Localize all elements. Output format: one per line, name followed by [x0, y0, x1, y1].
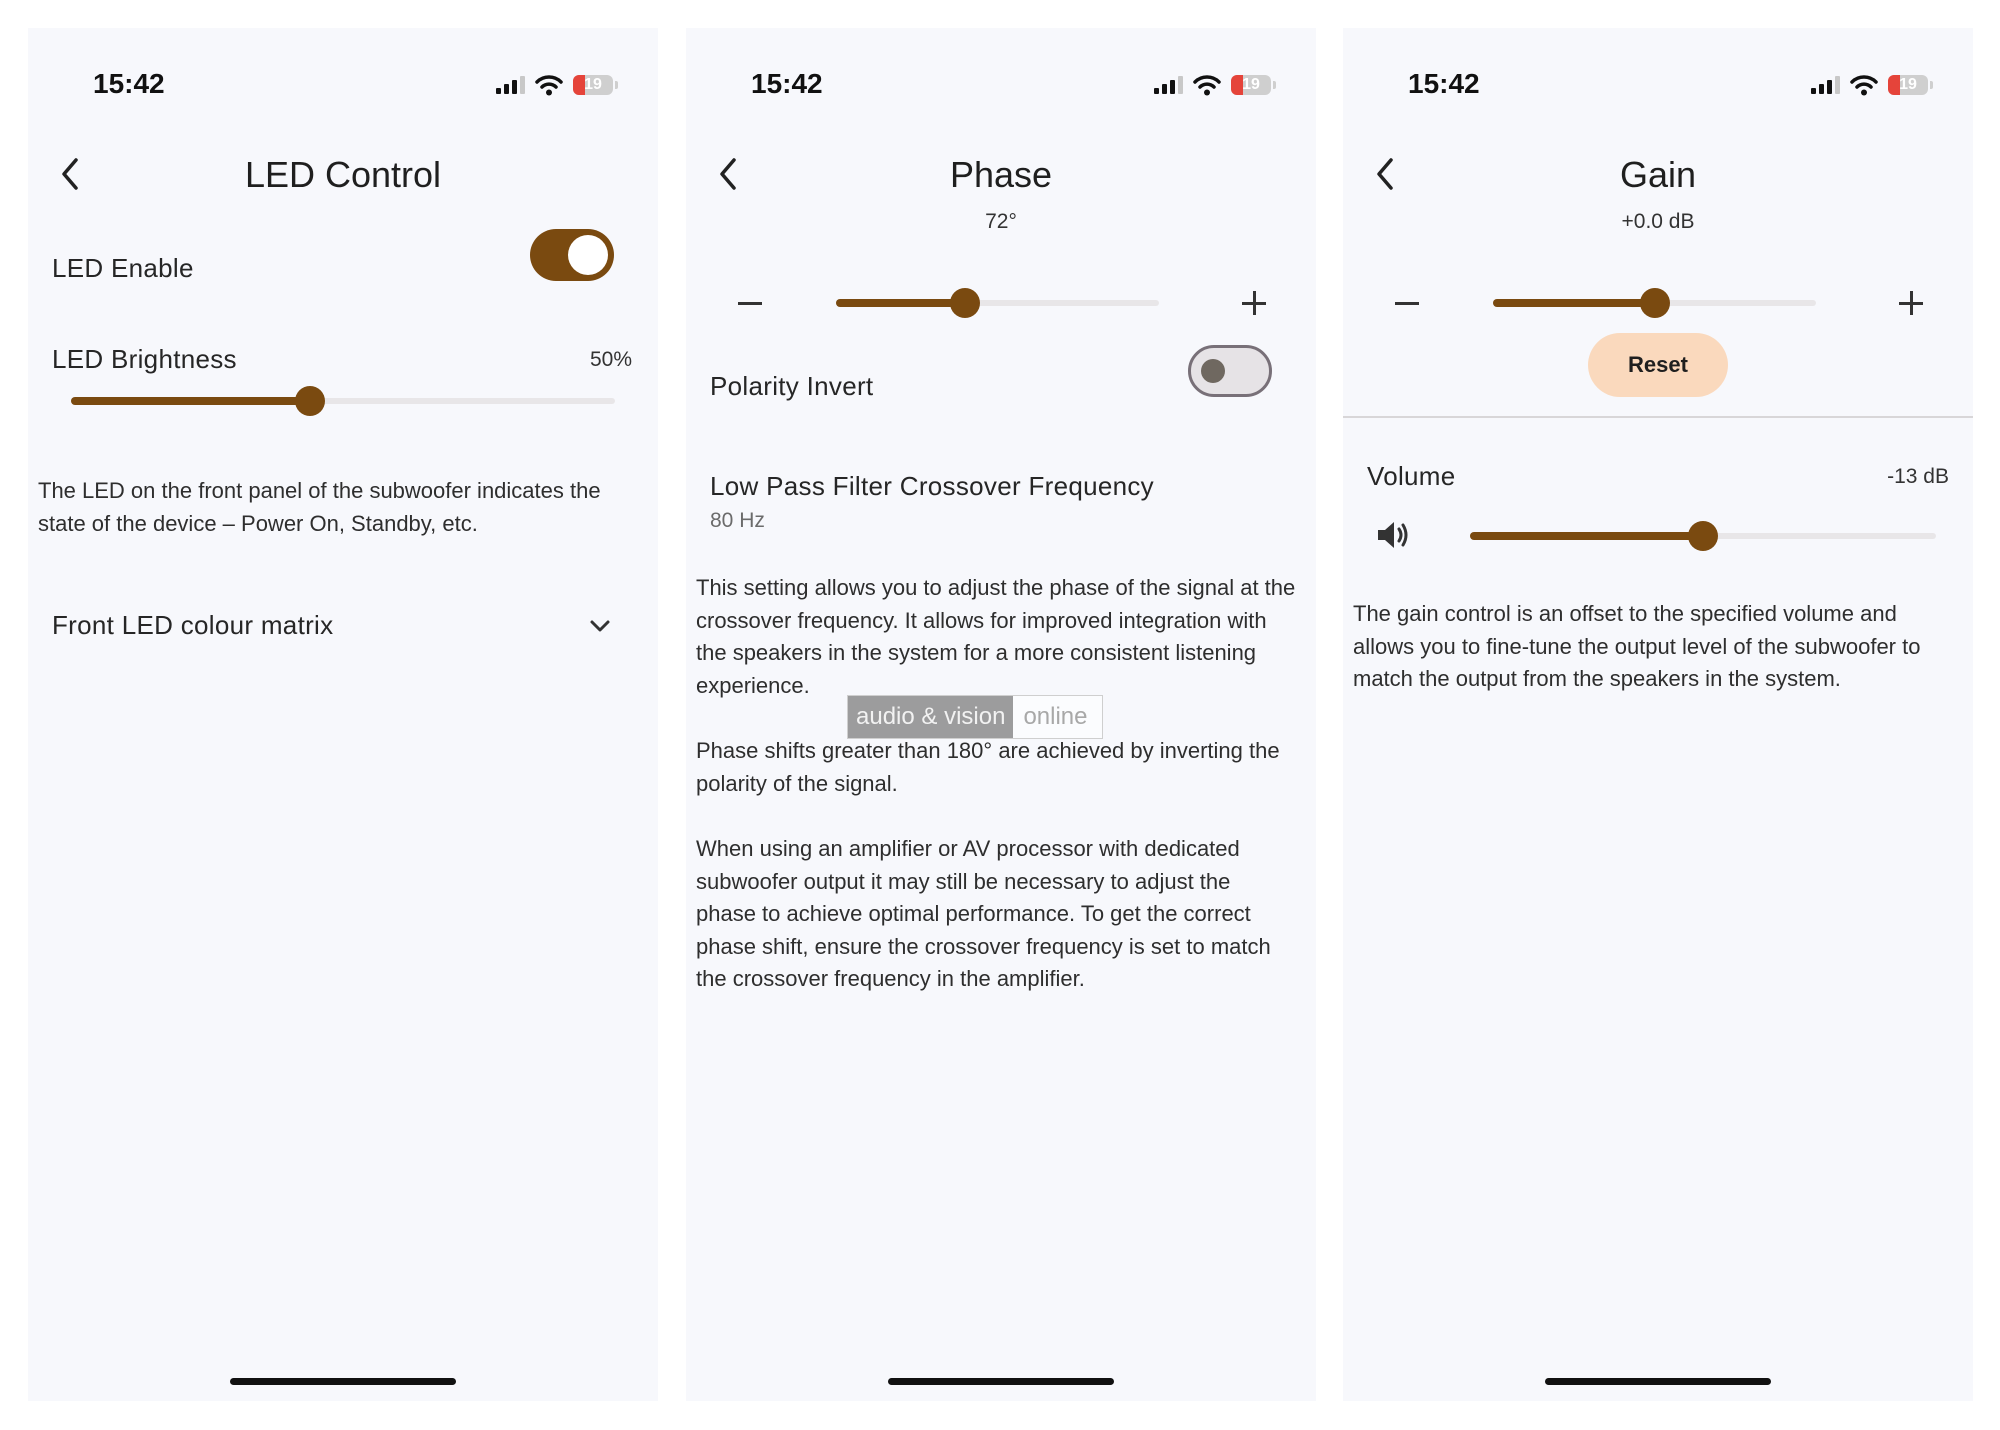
gain-increase-button[interactable] [1895, 287, 1927, 319]
status-time: 15:42 [1408, 68, 1480, 99]
gain-slider[interactable] [1493, 286, 1816, 320]
section-divider [1343, 416, 1973, 418]
status-icons [1811, 74, 1933, 96]
slider-thumb[interactable] [295, 386, 325, 416]
home-indicator [1545, 1378, 1771, 1385]
lpf-crossover-label: Low Pass Filter Crossover Frequency [710, 471, 1154, 501]
battery-level: 19 [584, 76, 602, 93]
phase-increase-button[interactable] [1238, 287, 1270, 319]
led-enable-toggle[interactable] [530, 229, 614, 281]
home-indicator [888, 1378, 1114, 1385]
volume-slider[interactable] [1470, 519, 1936, 553]
speaker-volume-icon[interactable] [1375, 519, 1411, 551]
status-time: 15:42 [93, 68, 165, 99]
polarity-invert-label: Polarity Invert [710, 371, 874, 401]
gain-description: The gain control is an offset to the specified volume and allows you to fine-tune the output level of the subwoofer to match the output from the speakers in the system. [1353, 601, 1921, 691]
phase-description-2: Phase shifts greater than 180° are achieved by inverting the polarity of the signal. [696, 738, 1280, 796]
front-led-colour-matrix-row[interactable] [28, 600, 658, 656]
battery-level: 19 [1242, 76, 1260, 93]
wifi-icon [1850, 74, 1878, 96]
battery-level: 19 [1899, 76, 1917, 93]
slider-thumb[interactable] [950, 288, 980, 318]
page-title: LED Control [244, 154, 442, 195]
wifi-icon [1193, 74, 1221, 96]
led-enable-label: LED Enable [52, 253, 194, 283]
wifi-icon [535, 74, 563, 96]
slider-thumb[interactable] [1640, 288, 1670, 318]
gain-decrease-button[interactable] [1391, 287, 1423, 319]
status-time: 15:42 [751, 68, 823, 99]
status-icons [496, 74, 618, 96]
phase-description-3: When using an amplifier or AV processor with dedicated subwoofer output it may still be necessary to adjust the phase to achieve optimal performance. To get the correct phase shift, ensure the crossover frequency is set to match the crossover frequency in the amplifier. [696, 836, 1271, 991]
phase-value: 72° [985, 210, 1017, 233]
screen-gain [1343, 28, 1973, 1401]
phase-slider[interactable] [836, 286, 1159, 320]
slider-thumb[interactable] [1688, 521, 1718, 551]
chevron-down-icon [589, 618, 611, 634]
lpf-crossover-row[interactable] [686, 458, 1316, 538]
led-brightness-value: 50% [589, 348, 632, 371]
phase-description-1: This setting allows you to adjust the phase of the signal at the crossover frequency. It allows for improved integration with the speakers in the system for a more consistent listening experience. [696, 575, 1296, 698]
battery-icon [573, 75, 613, 95]
phase-decrease-button[interactable] [734, 287, 766, 319]
gain-value: +0.0 dB [1621, 210, 1695, 233]
battery-icon [1888, 75, 1928, 95]
cellular-signal-icon [1811, 76, 1840, 94]
volume-label: Volume [1367, 461, 1456, 491]
watermark-left-text: audio & vision [848, 696, 1013, 738]
led-brightness-slider[interactable] [71, 384, 615, 418]
reset-button[interactable]: Reset [1588, 333, 1728, 397]
home-indicator [230, 1378, 456, 1385]
watermark-right-text: online [1013, 696, 1101, 738]
lpf-crossover-value: 80 Hz [710, 509, 765, 532]
battery-icon [1231, 75, 1271, 95]
screen-led-control [28, 28, 658, 1401]
watermark-logo [847, 695, 1103, 739]
status-icons [1154, 74, 1276, 96]
led-brightness-label: LED Brightness [52, 344, 237, 374]
cellular-signal-icon [496, 76, 525, 94]
page-title: Phase [949, 154, 1053, 195]
polarity-invert-toggle[interactable] [1188, 345, 1272, 397]
volume-value: -13 dB [1887, 465, 1949, 488]
front-led-colour-matrix-label: Front LED colour matrix [52, 610, 334, 640]
cellular-signal-icon [1154, 76, 1183, 94]
led-description: The LED on the front panel of the subwoofer indicates the state of the device – Power On, Standby, etc. [38, 478, 601, 536]
page-title: Gain [1619, 154, 1697, 195]
